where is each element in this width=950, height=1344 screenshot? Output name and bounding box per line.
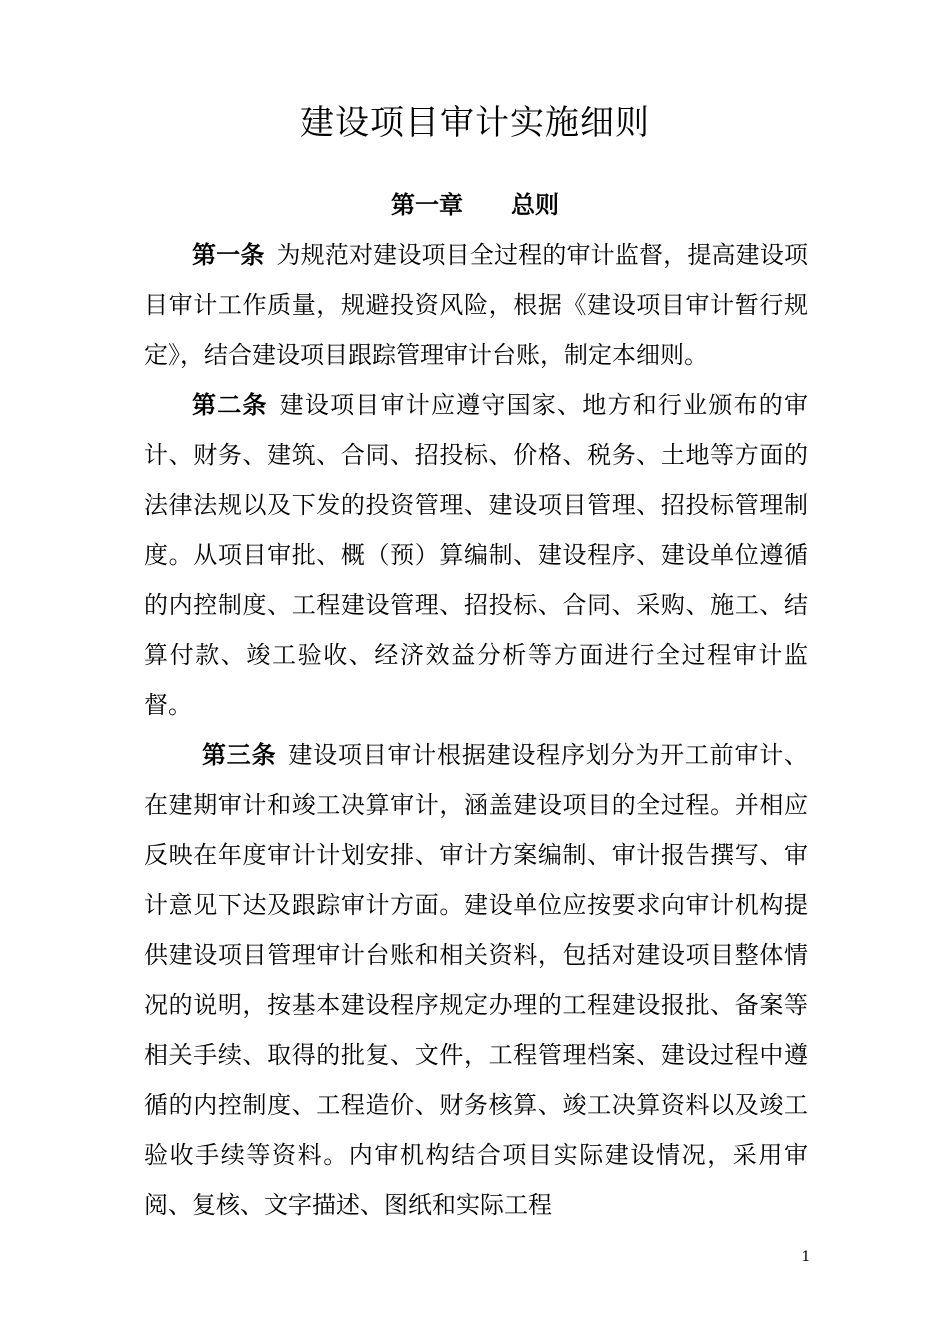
article-label: 第三条 [202,741,277,769]
article-1 [144,230,808,380]
document-body [144,230,808,1230]
article-label: 第一条 [192,241,265,269]
article-label: 第二条 [192,391,268,419]
chapter-number: 第一章 [391,191,463,219]
article-2 [144,380,808,730]
document-title: 建设项目审计实施细则 [300,102,650,143]
chapter-heading [0,180,950,230]
article-text: 为规范对建设项目全过程的审计监督，提高建设项目审计工作质量，规避投资风险，根据《建设项目审计暂行规定》，结合建设项目跟踪管理审计台账，制定本细则。 [144,241,808,369]
page-number: 1 [801,1249,811,1265]
article-text: 建设项目审计根据建设程序划分为开工前审计、在建期审计和竣工决算审计，涵盖建设项目的全过程。并相应反映在年度审计计划安排、审计方案编制、审计报告撰写、审计意见下达及跟踪审计方面。建设单位应按要求向审计机构提供建设项目管理审计台账和相关资料，包括对建设项目整体情况的说明，按基本建设程序规定办理的工程建设报批、备案等相关手续、取得的批复、文件，工程管理档案、建设过程中遵循的内控制度、工程造价、财务核算、竣工决算资料以及竣工验收手续等资料。内审机构结合项目实际建设情况，采用审阅、复核、文字描述、图纸和实际工程 [144,741,809,1219]
article-text: 建设项目审计应遵守国家、地方和行业颁布的审计、财务、建筑、合同、招投标、价格、税务、土地等方面的法律法规以及下发的投资管理、建设项目管理、招投标管理制度。从项目审批、概（预）算编制、建设程序、建设单位遵循的内控制度、工程建设管理、招投标、合同、采购、施工、结算付款、竣工验收、经济效益分析等方面进行全过程审计监督。 [144,391,809,719]
chapter-title: 总则 [511,191,559,219]
article-3 [144,730,808,1230]
